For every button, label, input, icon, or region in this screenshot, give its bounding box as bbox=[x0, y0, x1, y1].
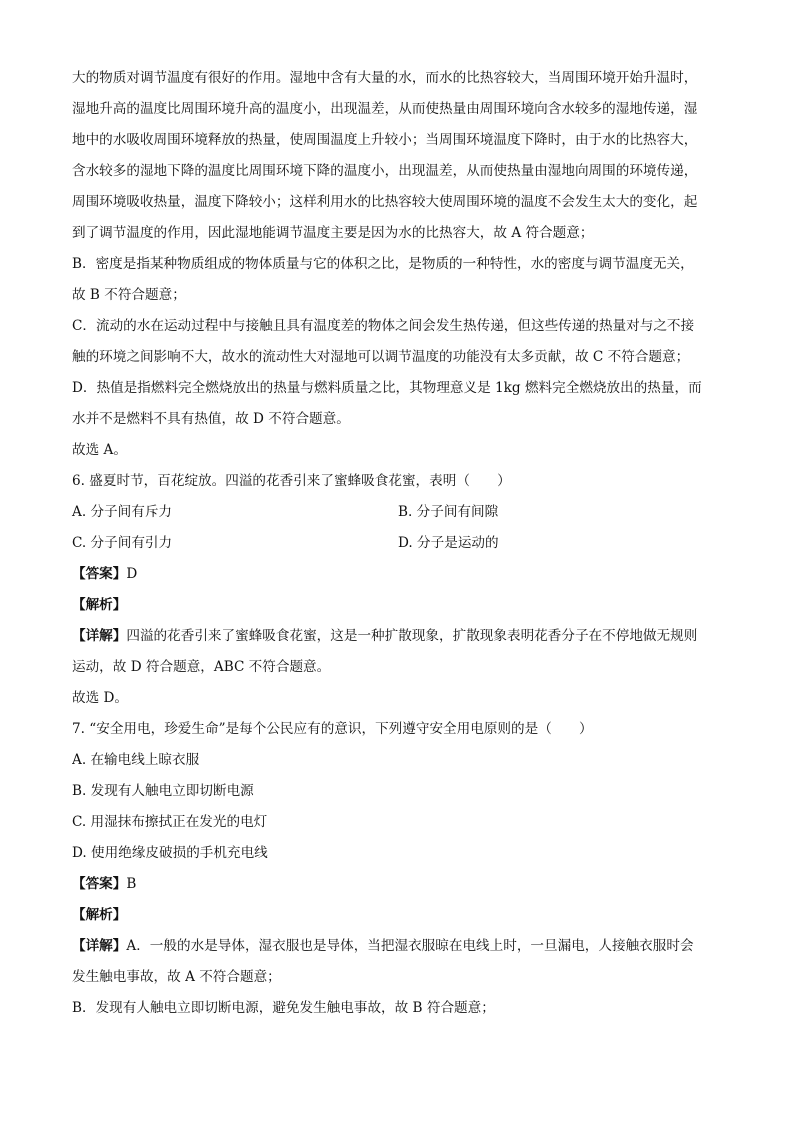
paragraph-line: 故 B 不符合题意； bbox=[72, 287, 186, 303]
option-b-explanation: B．密度是指某种物质组成的物体质量与它的体积之比，是物质的一种特性，水的密度与调节温度无关， bbox=[72, 256, 694, 272]
option-c: C. 用湿抹布擦拭正在发光的电灯 bbox=[72, 814, 268, 830]
question-stem: 6. 盛夏时节，百花绽放。四溢的花香引来了蜜蜂吸食花蜜，表明（ ） bbox=[72, 473, 511, 489]
paragraph-line: 地中的水吸收周围环境释放的热量，使周围温度上升较小；当周围环境温度下降时，由于水的比热容大， bbox=[72, 132, 698, 148]
analysis-line bbox=[72, 900, 724, 931]
option-a: A. 分子间有斥力 bbox=[72, 504, 173, 520]
analysis-tag: 【解析】 bbox=[72, 907, 127, 923]
paragraph-line: 到了调节温度的作用，因此湿地能调节温度主要是因为水的比热容大，故 A 符合题意； bbox=[72, 225, 594, 241]
paragraph-line: 水并不是燃料不具有热值，故 D 不符合题意。 bbox=[72, 411, 350, 427]
answer-value: B bbox=[126, 876, 137, 892]
question-7 bbox=[72, 714, 724, 1024]
paragraph-line: 触的环境之间影响不大，故水的流动性大对湿地可以调节温度的功能没有太多贡献，故 C 不符合题意； bbox=[72, 349, 690, 365]
option-b: B. 分子间有间隙 bbox=[398, 504, 499, 520]
detail-tag: 【详解】 bbox=[72, 938, 127, 954]
paragraph-line: 大的物质对调节温度有很好的作用。湿地中含有大量的水，而水的比热容较大，当周围环境开始升温时， bbox=[72, 70, 698, 86]
answer-line bbox=[72, 869, 724, 900]
options-row bbox=[72, 528, 724, 559]
paragraph-line: 周围环境吸收热量，温度下降较小；这样利用水的比热容较大使周围环境的温度不会发生太大的变化，起 bbox=[72, 194, 698, 210]
detail-line: B．发现有人触电立即切断电源，避免发生触电事故，故 B 符合题意； bbox=[72, 1000, 495, 1016]
detail-line bbox=[72, 931, 724, 962]
option-a: A. 在输电线上晾衣服 bbox=[72, 752, 200, 768]
conclusion: 故选 D。 bbox=[72, 690, 129, 706]
option-d-explanation: D．热值是指燃料完全燃烧放出的热量与燃料质量之比，其物理意义是 1kg 燃料完全燃烧放出的热量，而 bbox=[72, 380, 702, 396]
option-c: C. 分子间有引力 bbox=[72, 535, 173, 551]
detail-line bbox=[72, 621, 724, 652]
option-c-explanation: C．流动的水在运动过程中与接触且具有温度差的物体之间会发生热传递，但这些传递的热量对与之不接 bbox=[72, 318, 695, 334]
question-6 bbox=[72, 466, 724, 714]
analysis-line bbox=[72, 590, 724, 621]
answer-tag: 【答案】 bbox=[72, 876, 127, 892]
option-d: D. 分子是运动的 bbox=[398, 535, 499, 551]
answer-line bbox=[72, 559, 724, 590]
answer-value: D bbox=[126, 566, 138, 582]
option-d: D. 使用绝缘皮破损的手机充电线 bbox=[72, 845, 268, 861]
detail-text: 四溢的花香引来了蜜蜂吸食花蜜，这是一种扩散现象，扩散现象表明花香分子在不停地做无规则 bbox=[126, 628, 698, 644]
paragraph-line: 含水较多的湿地下降的温度比周围环境下降的温度小，出现温差，从而使热量由湿地向周围的环境传递， bbox=[72, 163, 698, 179]
paragraph-line: 湿地升高的温度比周围环境升高的温度小，出现温差，从而使热量由周围环境向含水较多的湿地传递，湿 bbox=[72, 101, 698, 117]
detail-text: A．一般的水是导体，湿衣服也是导体，当把湿衣服晾在电线上时，一旦漏电，人接触衣服时会 bbox=[126, 938, 694, 954]
analysis-tag: 【解析】 bbox=[72, 597, 127, 613]
options-row bbox=[72, 497, 724, 528]
detail-line: 发生触电事故，故 A 不符合题意； bbox=[72, 969, 281, 985]
answer-tag: 【答案】 bbox=[72, 566, 127, 582]
detail-line: 运动，故 D 符合题意，ABC 不符合题意。 bbox=[72, 659, 331, 675]
question-stem: 7. “安全用电，珍爱生命”是每个公民应有的意识，下列遵守安全用电原则的是（ ） bbox=[72, 721, 593, 737]
option-b: B. 发现有人触电立即切断电源 bbox=[72, 783, 254, 799]
conclusion: 故选 A。 bbox=[72, 442, 127, 458]
previous-answer-continuation bbox=[72, 63, 724, 466]
page-content bbox=[72, 63, 724, 1024]
detail-tag: 【详解】 bbox=[72, 628, 127, 644]
